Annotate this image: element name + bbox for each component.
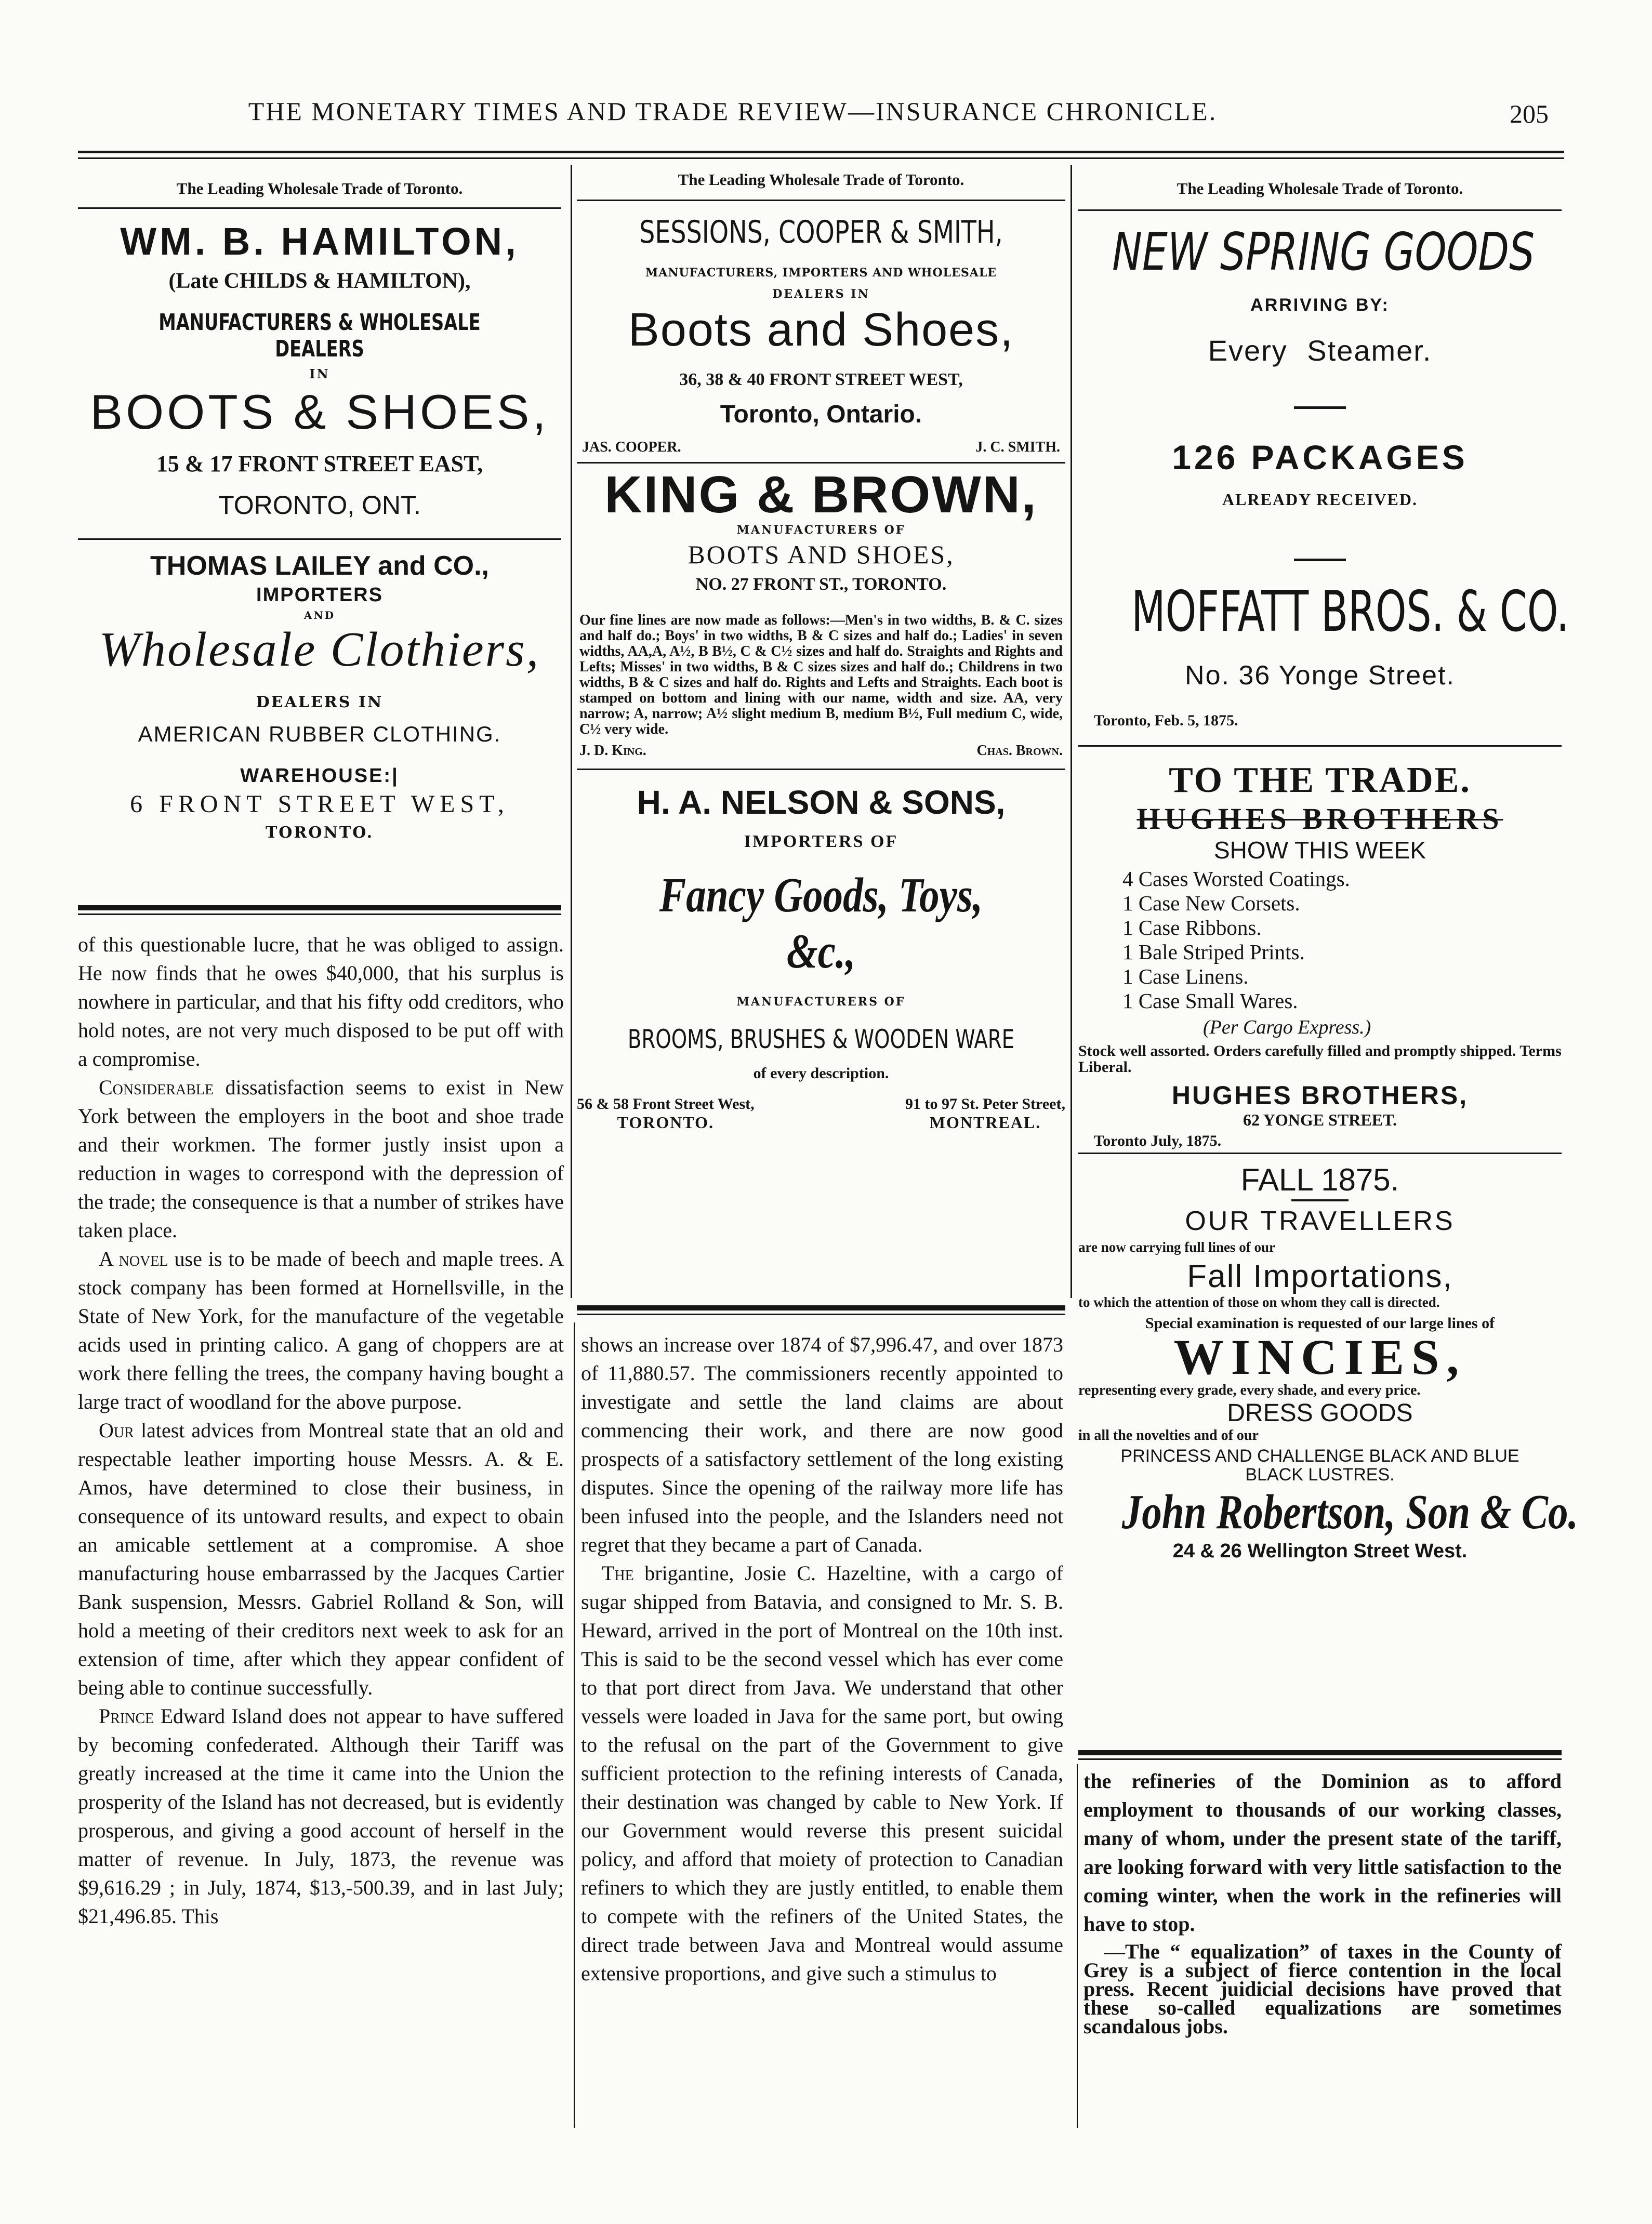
column-rule-3 <box>574 1322 575 2128</box>
ad-and: AND <box>303 609 336 621</box>
ad-thomas-lailey <box>78 550 561 842</box>
ads-end-rule-col2-thin <box>577 1314 1065 1315</box>
address-toronto: 56 & 58 Front Street West, TORONTO. <box>577 1095 755 1132</box>
ad-wincies: WINCIES, <box>1173 1329 1466 1385</box>
ad-importers: IMPORTERS OF <box>744 832 898 851</box>
header-title: THE MONETARY TIMES AND TRADE REVIEW—INSURANCE CHRONICLE. <box>248 97 1218 126</box>
ad-special: Special examination is requested of our large lines of <box>1145 1315 1495 1332</box>
list-item: 1 Case New Corsets. <box>1122 891 1300 915</box>
ad-dress: DRESS GOODS <box>1227 1399 1413 1427</box>
rule <box>1078 209 1562 211</box>
ad-body: Our fine lines are now made as follows:—Men's in two widths, B. & C. sizes and half do.; Boys' in two widths, B & C sizes and half do.; Ladies' in seven widths, AA,A, A½, B B½, C & C½ sizes and half do. Straights and Rights and Lefts; Misses' in two widths, B & C sizes sizes and half do.; Childrens in two widths, B & C sizes and half do. Rights and Lefts and Straights. Each boot is stamped on bottom and lining with our name, width and size. AA, very narrow; A, narrow; A½ slight medium B, medium B½, Full medium C, wide, C½ very wide. <box>579 612 1063 737</box>
paragraph: —The “ equalization” of taxes in the County of Grey is a subject of fierce contention in the local press. Recent juidicial decisions have proved that these so-called equalizations are sometimes scandalous jobs. <box>1083 1940 1562 2038</box>
paragraph: Our latest advices from Montreal state that an old and respectable leather importing house Messrs. A. & E. Amos, have determined to close their business, in consequence of its untoward results, and expect to obain an amicable settlement at a compromise. A shoe manufacturing house embarrassed by the Jacques Cartier Bank suspension, Messrs. Gabriel Rolland & Son, will hold a meeting of their creditors next week to ask for an extension of time, after which they appear confident of being able to continue successfully. <box>78 1419 564 1699</box>
ad-address: NO. 27 FRONT ST., TORONTO. <box>695 575 947 594</box>
ad-rubber: AMERICAN RUBBER CLOTHING. <box>138 722 501 746</box>
ad-importers: IMPORTERS <box>256 584 383 606</box>
paragraph: the refineries of the Dominion as to afford employment to thousands of our working classes, many of whom, under the present state of the tariff, are looking forward with very little satisfaction to the coming winter, when the work in the refineries will have to stop. <box>1083 1769 1562 1936</box>
col3-ads <box>1078 169 1578 1563</box>
short-rule <box>1291 1199 1349 1201</box>
ad-name: John Robertson, Son & Co. <box>1121 1485 1578 1539</box>
ad-address: 15 & 17 FRONT STREET EAST, <box>156 451 483 476</box>
list-item: 4 Cases Worsted Coatings. <box>1122 867 1350 891</box>
ad-carrying: are now carrying full lines of our <box>1078 1239 1275 1255</box>
ad-desc: of every description. <box>753 1065 889 1082</box>
trade-leader: The Leading Wholesale Trade of Toronto. <box>1177 179 1463 197</box>
ad-former-name: (Late CHILDS & HAMILTON), <box>168 269 471 293</box>
ad-king-brown <box>577 466 1065 759</box>
ad-product: BOOTS & SHOES, <box>90 385 549 439</box>
ad-dealers: DEALERS IN <box>772 287 870 301</box>
ad-name: THOMAS LAILEY and CO., <box>150 551 489 581</box>
ad-sessions-cooper-smith <box>577 214 1065 456</box>
ad-name: KING & BROWN, <box>604 466 1038 524</box>
ad-product: Fancy Goods, Toys, &c., <box>659 868 983 978</box>
ad-product: BOOTS AND SHOES, <box>688 540 955 569</box>
ad-name: WM. B. HAMILTON, <box>120 220 519 263</box>
page-number: 205 <box>1510 99 1549 128</box>
ad-nelson-sons <box>577 783 1065 1132</box>
rule <box>577 769 1065 770</box>
ad-product2: BROOMS, BRUSHES & WOODEN WARE <box>627 1024 1015 1054</box>
paragraph: of this questionable lucre, that he was obliged to assign. He now finds that he owes $40,000, that his surplus is nowhere in particular, and that his fifty odd creditors, who hold notes, are not very much disposed to be put off with a compromise. <box>78 933 564 1070</box>
col2-ads <box>577 166 1065 1132</box>
ad-name: MOFFATT BROS. & CO. <box>1131 579 1569 644</box>
ads-end-rule-col2 <box>577 1305 1065 1310</box>
ad-week: SHOW THIS WEEK <box>1213 837 1426 864</box>
ad-city: TORONTO. <box>265 824 374 842</box>
ad-princess: PRINCESS AND CHALLENGE BLACK AND BLUE BLACK LUSTRES. <box>1120 1446 1519 1485</box>
ad-moffatt <box>1078 221 1569 730</box>
paragraph: The brigantine, Josie C. Hazeltine, with a cargo of sugar shipped from Batavia, and consigned to Mr. S. B. Heward, arrived in the port of Montreal on the 10th inst. This is said to be the second vessel which has ever come to that port direct from Java. We understand that other vessels were loaded in Java for the same port, but owing to the refusal on the part of the Government to give sufficient protection to the refining interests of Canada, their destination was changed by cable to New York. If our Government would reverse this present suicidal policy, and afford that moiety of protection to Canadian refiners to which they are justly entitled, to enable them to compete with the refiners of the United States, the direct trade between Java and Montreal would assume extensive proportions, and give such a stimulus to <box>581 1561 1063 1985</box>
ads-end-rule-col1-thin <box>78 914 561 915</box>
ad-importations: Fall Importations, <box>1187 1259 1453 1294</box>
ad-headline: TO THE TRADE. <box>1169 760 1471 800</box>
trade-leader: The Leading Wholesale Trade of Toronto. <box>678 170 964 189</box>
rule <box>78 538 561 540</box>
ad-sub: MANUFACTURERS, IMPORTERS AND WHOLESALE <box>645 266 997 280</box>
short-rule <box>1294 559 1346 561</box>
paragraph: shows an increase over 1874 of $7,996.47, and over 1873 of 11,880.57. The commissioners recently appointed to investigate and settle the land claims are about commencing their work, and there are now good prospects of a satisfactory settlement of the long existing disputes. Since the opening of the railway more life has been infused into the people, and the Islanders need not regret that they became a part of Canada. <box>581 1333 1063 1556</box>
header-rule-bottom <box>78 157 1564 159</box>
ad-addresses <box>577 1095 1065 1132</box>
paragraph: A novel use is to be made of beech and maple trees. A stock company has been formed at Hornellsville, in the State of New York, for the manufacture of the vegetable acids used in printing calico. A gang of choppers are at work there felling the trees, the company having bought a large tract of woodland for the above purpose. <box>78 1247 564 1413</box>
ad-trade: MANUFACTURERS & WHOLESALE DEALERS <box>158 309 481 362</box>
ad-city: TORONTO, ONT. <box>218 491 421 520</box>
ad-received: ALREADY RECEIVED. <box>1222 490 1418 509</box>
ad-address: 6 FRONT STREET WEST, <box>130 790 509 818</box>
partner-right: J. C. SMITH. <box>975 439 1060 455</box>
list-item: 1 Case Ribbons. <box>1122 916 1262 939</box>
short-rule <box>1294 406 1346 409</box>
ad-in: IN <box>309 366 330 381</box>
ad-hughes-brothers <box>1078 760 1562 1150</box>
ad-address: 36, 38 & 40 FRONT STREET WEST, <box>679 370 963 389</box>
rule <box>577 462 1065 464</box>
ad-attention: to which the attention of those on whom they call is directed. <box>1078 1294 1440 1310</box>
ad-john-robertson <box>1078 1162 1578 1563</box>
address-montreal: 91 to 97 St. Peter Street, MONTREAL. <box>905 1095 1065 1132</box>
ad-headline: NEW SPRING GOODS <box>1112 221 1535 282</box>
ad-address: No. 36 Yonge Street. <box>1185 660 1455 691</box>
column-rule-4 <box>1077 1764 1078 2128</box>
ad-manufacturers: MANUFACTURERS OF <box>736 995 906 1009</box>
ad-name: HUGHES BROTHERS <box>1136 802 1503 836</box>
ad-wm-hamilton <box>78 219 561 520</box>
list-item: 1 Case Linens. <box>1122 964 1249 988</box>
ad-name: H. A. NELSON & SONS, <box>637 784 1006 821</box>
ad-product: Boots and Shoes, <box>628 304 1014 356</box>
ad-name2: HUGHES BROTHERS, <box>1171 1081 1469 1110</box>
ad-headline: FALL 1875. <box>1240 1162 1399 1197</box>
partner-right: Chas. Brown. <box>976 743 1063 759</box>
ad-name: SESSIONS, COOPER & SMITH, <box>639 214 1003 250</box>
column-rule-1 <box>571 165 572 1298</box>
ad-partners <box>577 439 1065 456</box>
ad-product: Wholesale Clothiers, <box>99 623 540 677</box>
ad-address: 24 & 26 Wellington Street West. <box>1172 1540 1468 1562</box>
ad-sub: MANUFACTURERS OF <box>736 523 906 537</box>
ad-express: (Per Cargo Express.) <box>1203 1016 1371 1038</box>
column-rule-2 <box>1071 165 1072 1298</box>
col1-text <box>78 930 564 1930</box>
col1-ads <box>78 171 561 842</box>
ad-arriving: ARRIVING BY: <box>1250 295 1390 315</box>
ad-address: 62 YONGE STREET. <box>1243 1110 1397 1129</box>
ad-partners <box>577 743 1065 759</box>
ad-representing: representing every grade, every shade, and every price. <box>1078 1382 1421 1398</box>
col2-text <box>581 1330 1063 1988</box>
ad-city: Toronto, Ontario. <box>720 401 922 428</box>
ad-date: Toronto, Feb. 5, 1875. <box>1094 712 1238 729</box>
ad-steamer: Every Steamer. <box>1208 334 1432 367</box>
rule <box>577 200 1065 201</box>
ad-travellers: OUR TRAVELLERS <box>1185 1206 1455 1236</box>
col3-text <box>1083 1767 1562 2036</box>
ad-stock: Stock well assorted. Orders carefully filled and promptly shipped. Terms Liberal. <box>1078 1042 1562 1076</box>
ad-date: Toronto July, 1875. <box>1094 1132 1222 1149</box>
list-item: 1 Bale Striped Prints. <box>1122 940 1305 964</box>
header-rule-top <box>78 151 1564 153</box>
ad-novelties: in all the novelties and of our <box>1078 1427 1259 1444</box>
paragraph: Prince Edward Island does not appear to have suffered by becoming confederated. Although their Tariff was greatly increased at the time it came into the Union the prosperity of the Island has not decreased, but is evidently prosperous, and giving a good account of herself in the matter of revenue. In July, 1873, the revenue was $9,616.29 ; in July, 1874, $13,-500.39, and in last July; $21,496.85. This <box>78 1704 564 1928</box>
paragraph: Considerable dissatisfaction seems to exist in New York between the employers in the boot and shoe trade and their workmen. The former justly insist upon a reduction in wages to correspond with the depression of the trade; the consequence is that a number of strikes have taken place. <box>78 1076 564 1242</box>
ads-end-rule-col3 <box>1078 1750 1562 1755</box>
trade-leader: The Leading Wholesale Trade of Toronto. <box>176 179 463 197</box>
ads-end-rule-col3-thin <box>1078 1758 1562 1760</box>
running-header <box>0 96 1465 126</box>
ads-end-rule-col1 <box>78 905 561 910</box>
partner-left: J. D. King. <box>579 743 646 759</box>
rule <box>1078 745 1562 747</box>
list-item: 1 Case Small Wares. <box>1122 989 1298 1013</box>
ad-warehouse: WAREHOUSE:| <box>240 765 399 787</box>
goods-list <box>1122 867 1562 1013</box>
ad-dealers: DEALERS IN <box>256 693 384 711</box>
rule <box>78 207 561 209</box>
partner-left: JAS. COOPER. <box>582 439 681 455</box>
rule <box>1078 1153 1562 1154</box>
ad-packages: 126 PACKAGES <box>1172 438 1468 476</box>
